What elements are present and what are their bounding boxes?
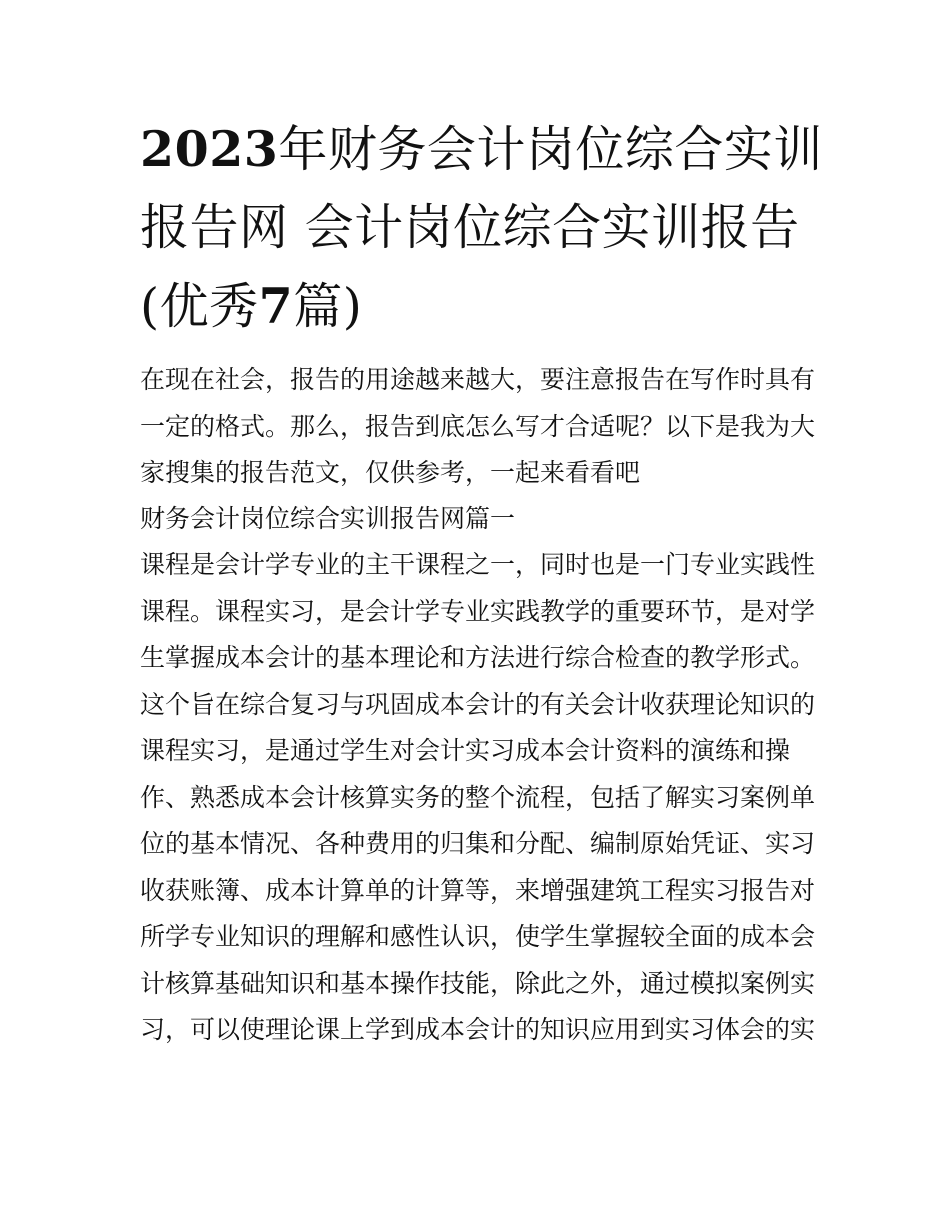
intro-line: 一定的格式。那么，报告到底怎么写才合适呢？以下是我为大	[140, 411, 816, 441]
paragraph-line: 课程实习，是通过学生对会计实习成本会计资料的演练和操	[140, 736, 791, 765]
title-count: 7	[258, 277, 294, 335]
document-title	[140, 110, 823, 346]
section-heading	[140, 496, 820, 543]
intro-line: 在现在社会，报告的用途越来越大，要注意报告在写作时具有	[140, 365, 816, 394]
title-line-3	[140, 267, 820, 346]
paragraph-line: 课程是会计学专业的主干课程之一，同时也是一门专业实践性	[140, 550, 816, 579]
paragraph-line: 位的基本情况、各种费用的归集和分配、编制原始凭证、实习	[140, 829, 816, 858]
title-line-1	[140, 110, 823, 189]
paragraph-line: 作、熟悉成本会计核算实务的整个流程，包括了解实习案例单	[140, 782, 816, 812]
paragraph-line: 这个旨在综合复习与巩固成本会计的有关会计收获理论知识的	[140, 689, 816, 719]
title-line-1-text: 年财务会计岗位综合实训	[278, 121, 823, 178]
intro-paragraph	[140, 357, 820, 497]
intro-line: 家搜集的报告范文，仅供参考，一起来看看吧	[140, 458, 641, 487]
paragraph-line: 收获账簿、成本计算单的计算等，来增强建筑工程实习报告对	[140, 875, 816, 905]
paragraph-line: 生掌握成本会计的基本理论和方法进行综合检查的教学形式。	[140, 643, 816, 672]
paragraph-line: 习，可以使理论课上学到成本会计的知识应用到实习体会的实	[140, 1015, 816, 1044]
paragraph-line: 所学专业知识的理解和感性认识，使学生掌握较全面的成本会	[140, 922, 816, 951]
body-paragraph	[140, 542, 820, 1054]
paragraph-line: 课程。课程实习，是会计学专业实践教学的重要环节，是对学	[140, 596, 816, 626]
title-line-2-text: 报告网 会计岗位综合实训报告	[140, 199, 800, 256]
title-year: 2023	[140, 120, 279, 178]
paragraph-line: 计核算基础知识和基本操作技能，除此之外，通过模拟案例实	[140, 968, 816, 998]
section-heading-text: 财务会计岗位综合实训报告网篇一	[140, 504, 516, 533]
title-line-3-suffix: 篇)	[293, 278, 363, 335]
title-line-3-text: (优秀	[140, 278, 259, 335]
title-line-2	[140, 189, 820, 267]
